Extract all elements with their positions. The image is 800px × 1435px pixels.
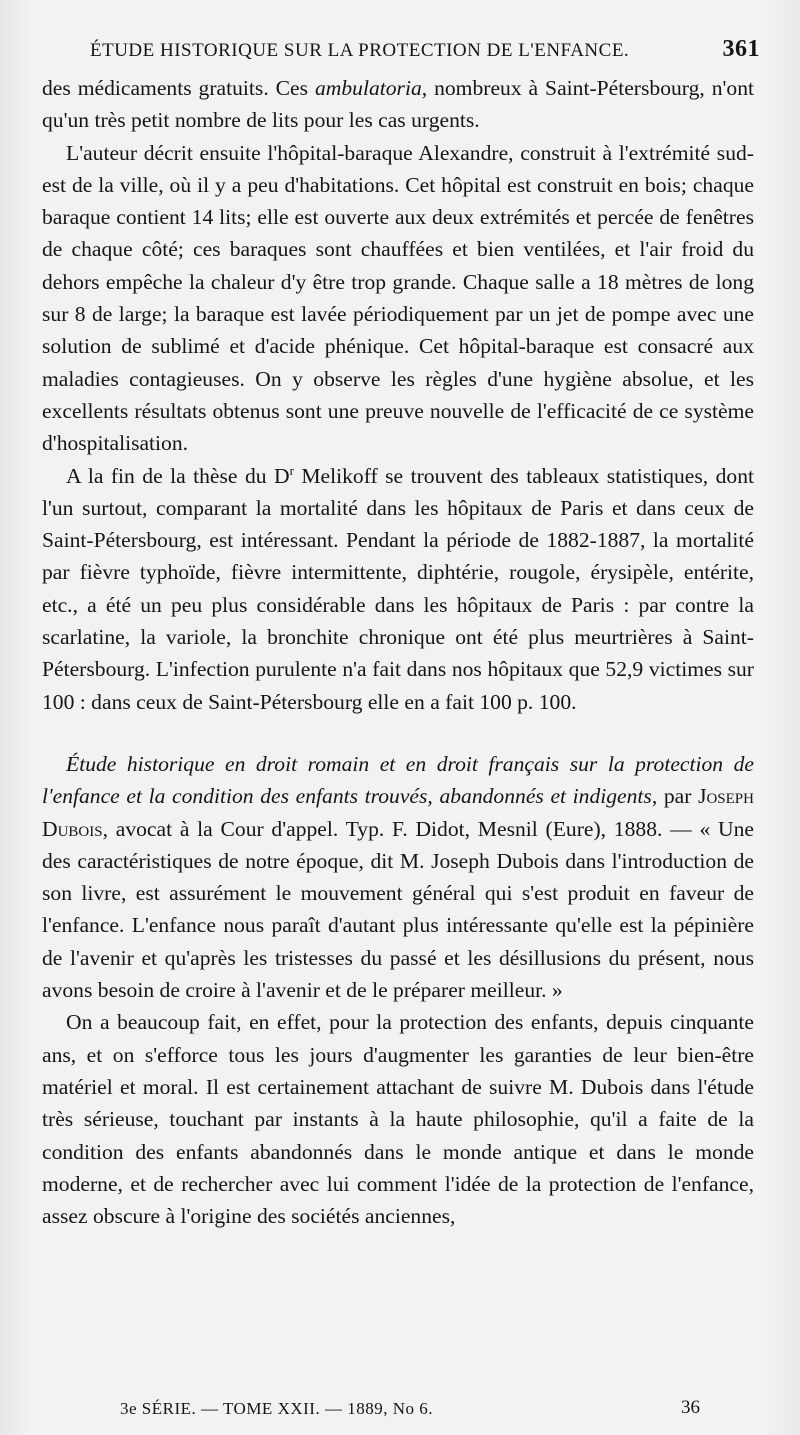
paragraph-hopital-baraque: L'auteur décrit ensuite l'hôpital-baraque Alexandre, construit à l'extrémité sud-est de la ville, où il y a peu d'habitations. Cet hôpital est construit en bois; chaque baraque contient 14 lits; elle est ouverte aux deux extrémités et percée de fenêtres de chaque côté; ces baraques sont chauffées et bien ventilées, et l'air froid du dehors empêche la chaleur d'y être trop grande. Chaque salle a 18 mètres de long sur 8 de large; la baraque est lavée périodiquement par un jet de pompe avec une solution de sublimé et d'acide phénique. Cet hôpital-baraque est consacré aux maladies contagieuses. On y observe les règles d'une hygiène absolue, et les excellents résultats obtenus sont une preuve nouvelle de l'efficacité de ce système d'hospitalisation.: [42, 140, 754, 456]
paragraph-text: , avocat à la Cour d'appel. Typ. F. Didot, Mesnil (Eure), 1888. — « Une des caractéristiques de notre époque, dit M. Joseph Dubois dans l'introduction de son livre, est assurément le mouvement général qui s'est produit en faveur de l'enfance. L'enfance nous paraît d'autant plus intéressante qu'elle est la pépinière de l'avenir et qu'après les tristesses du passé et les désillusions du présent, nous avons besoin de croire à l'avenir et de le préparer meilleur. »: [42, 816, 754, 1003]
paragraph-text: , nombreux à Saint-Pétersbourg, n'ont qu'un très petit nombre de lits pour les cas urgents.: [42, 76, 754, 133]
page-footer: [120, 1397, 700, 1423]
body-text: [42, 72, 754, 1232]
running-head-title: ÉTUDE HISTORIQUE SUR LA PROTECTION DE L'ENFANCE.: [90, 40, 630, 61]
paragraph-protection-enfants: On a beaucoup fait, en effet, pour la protection des enfants, depuis cinquante ans, et on s'efforce tous les jours d'augmenter les garanties de leur bien-être matériel et moral. Il est certainement attachant de suivre M. Dubois dans l'étude très sérieuse, touchant par instants à la haute philosophie, qu'il a faite de la condition des enfants abandonnés dans le monde antique et dans le monde moderne, et de rechercher avec lui comment l'idée de la protection de l'enfance, assez obscure à l'origine des sociétés anciennes,: [42, 1010, 754, 1229]
page-number: 361: [722, 36, 760, 62]
running-head: [90, 38, 760, 66]
author-name: Joseph Dubois: [42, 784, 754, 841]
paragraph-melikoff-statistics: [42, 460, 754, 718]
paragraph-text: Melikoff se trouvent des tableaux statistiques, dont l'un surtout, comparant la mortalité dans les hôpitaux de Paris et dans ceux de Saint-Pétersbourg, est intéressant. Pendant la période de 1882-1887, la mortalité par fièvre typhoïde, fièvre intermittente, diphtérie, rougole, érysipèle, entérite, etc., a été un peu plus considérable dans les hôpitaux de Paris : par contre la scarlatine, la variole, la bronchite chronique ont été plus meurtrières à Saint-Pétersbourg. L'infection purulente n'a fait dans nos hôpitaux que 52,9 victimes sur 100 : dans ceux de Saint-Pétersbourg elle en a fait 100 p. 100.: [42, 463, 754, 714]
series-info: 3e SÉRIE. — TOME XXII. — 1889, No 6.: [120, 1399, 433, 1418]
paragraph-text: , par: [651, 784, 699, 809]
section-gap: [42, 718, 754, 748]
paragraph-dubois-review: [42, 748, 754, 1006]
paragraph-ambulatoria: [42, 72, 754, 137]
paragraph-text: des médicaments gratuits. Ces: [42, 76, 315, 100]
latin-term: ambulatoria: [314, 76, 422, 100]
signature-mark: 36: [681, 1397, 700, 1418]
book-title: Étude historique en droit romain et en droit français sur la protection de l'enfance et la condition des enfants trouvés, abandonnés et indigents: [42, 751, 754, 809]
paragraph-text: A la fin de la thèse du D: [66, 463, 290, 488]
superscript: r: [289, 462, 294, 478]
